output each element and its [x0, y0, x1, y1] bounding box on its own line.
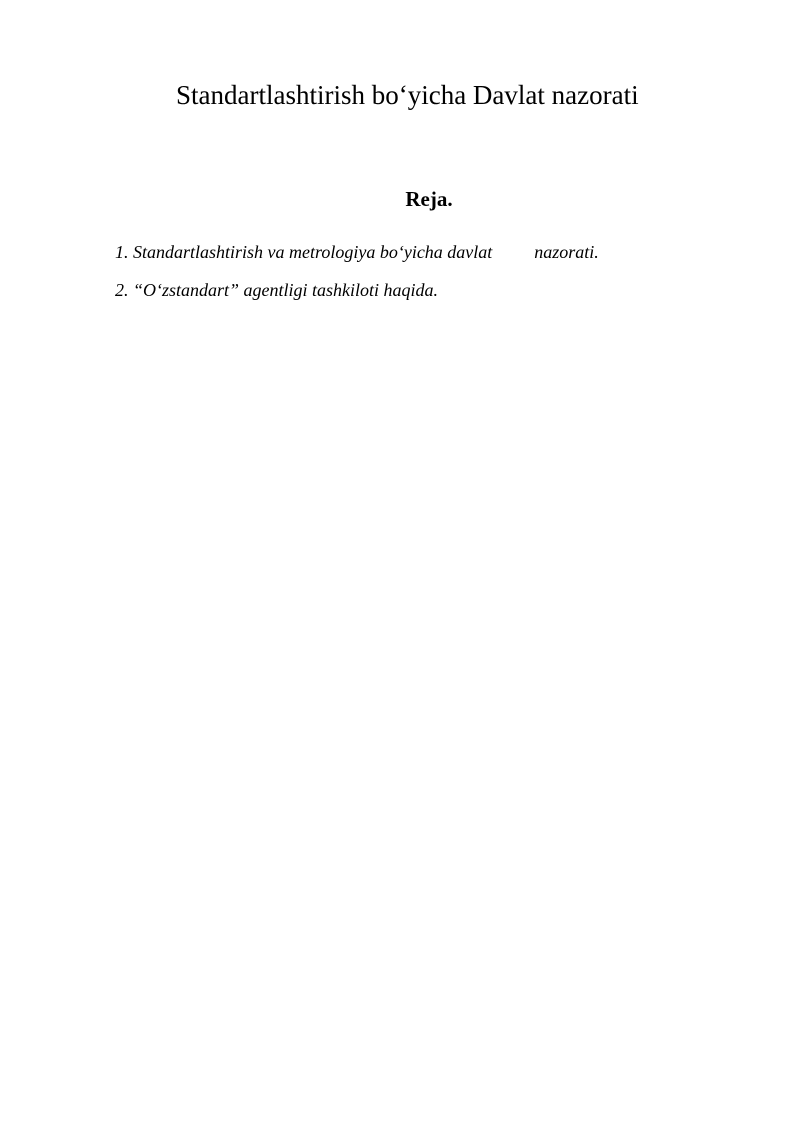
- plan-list: [115, 240, 599, 316]
- plan-item-2: [115, 278, 599, 302]
- plan-item-text-continuation: nazorati.: [534, 242, 599, 262]
- plan-item-text: Standartlashtirish va metrologiya bo‘yicha davlat: [133, 242, 493, 262]
- plan-item-number: 2.: [115, 280, 129, 300]
- plan-item-text: “O‘zstandart” agentligi tashkiloti haqida.: [133, 280, 439, 300]
- document-title: Standartlashtirish bo‘yicha Davlat nazorati: [176, 80, 639, 110]
- plan-item-1: [115, 240, 599, 264]
- plan-item-number: 1.: [115, 242, 129, 262]
- plan-heading: Reja.: [405, 187, 453, 211]
